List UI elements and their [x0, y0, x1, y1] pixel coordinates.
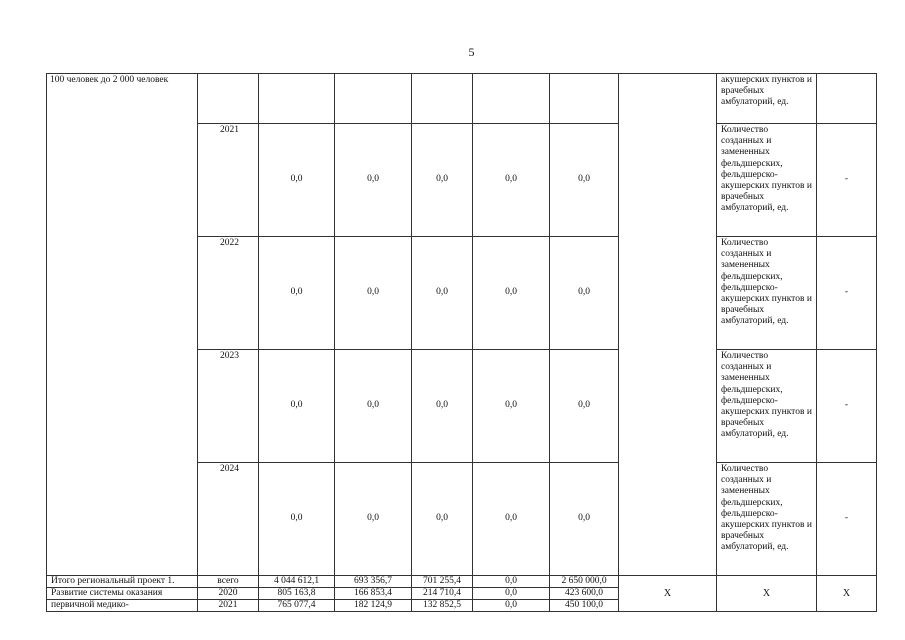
- value-cell: 0,0: [259, 463, 335, 576]
- period-cell: всего: [198, 576, 259, 588]
- value-cell: 0,0: [473, 124, 550, 237]
- value-cell: 0,0: [550, 237, 619, 350]
- value-cell: 0,0: [412, 124, 473, 237]
- total-value-cell: 805 163,8: [259, 588, 335, 600]
- indicator-value-cell: -: [817, 237, 877, 350]
- indicator-cell: Количество созданных и замененных фельдшерских, фельдшерско-акушерских пунктов и врачебных амбулаторий, ед.: [717, 463, 817, 576]
- event-name-cell: 100 человек до 2 000 человек: [47, 74, 198, 576]
- value-cell: 0,0: [473, 350, 550, 463]
- total-value-cell: 182 124,9: [335, 600, 412, 612]
- total-value-cell: 0,0: [473, 600, 550, 612]
- table-row: [47, 74, 877, 124]
- budget-table: [46, 73, 877, 612]
- year-cell: 2022: [198, 237, 259, 350]
- x-mark-cell: Х: [717, 576, 817, 612]
- total-value-cell: 0,0: [473, 576, 550, 588]
- total-value-cell: 765 077,4: [259, 600, 335, 612]
- value-cell: 0,0: [473, 237, 550, 350]
- totals-label: Развитие системы оказания: [47, 588, 198, 600]
- indicator-cell: Количество созданных и замененных фельдшерских, фельдшерско-акушерских пунктов и врачебных амбулаторий, ед.: [717, 237, 817, 350]
- total-value-cell: 2 650 000,0: [550, 576, 619, 588]
- value-cell: 0,0: [550, 124, 619, 237]
- value-cell: 0,0: [259, 124, 335, 237]
- value-cell: 0,0: [335, 237, 412, 350]
- period-cell: 2021: [198, 600, 259, 612]
- total-value-cell: 132 852,5: [412, 600, 473, 612]
- period-cell: 2020: [198, 588, 259, 600]
- indicator-value-cell: -: [817, 124, 877, 237]
- indicator-value-cell: -: [817, 350, 877, 463]
- total-value-cell: 166 853,4: [335, 588, 412, 600]
- responsible-cell: [619, 74, 717, 576]
- value-cell: 0,0: [335, 124, 412, 237]
- value-cell: 0,0: [259, 350, 335, 463]
- total-value-cell: 0,0: [473, 588, 550, 600]
- value-cell: 0,0: [259, 237, 335, 350]
- indicator-cell: Количество созданных и замененных фельдшерских, фельдшерско-акушерских пунктов и врачебных амбулаторий, ед.: [717, 350, 817, 463]
- value-cell: 0,0: [412, 463, 473, 576]
- value-cell: 0,0: [412, 237, 473, 350]
- x-mark-cell: Х: [619, 576, 717, 612]
- value-cell: 0,0: [473, 463, 550, 576]
- year-cell: 2023: [198, 350, 259, 463]
- total-value-cell: 423 600,0: [550, 588, 619, 600]
- totals-label: первичной медико-: [47, 600, 198, 612]
- indicator-cell: Количество созданных и замененных фельдшерских, фельдшерско-акушерских пунктов и врачебных амбулаторий, ед.: [717, 124, 817, 237]
- total-value-cell: 693 356,7: [335, 576, 412, 588]
- total-value-cell: 4 044 612,1: [259, 576, 335, 588]
- indicator-value-cell: -: [817, 463, 877, 576]
- year-cell: 2024: [198, 463, 259, 576]
- total-value-cell: 450 100,0: [550, 600, 619, 612]
- value-cell: 0,0: [412, 350, 473, 463]
- page-number: 5: [468, 45, 475, 59]
- year-cell: 2021: [198, 124, 259, 237]
- value-cell: 0,0: [335, 463, 412, 576]
- value-cell: 0,0: [550, 350, 619, 463]
- value-cell: 0,0: [335, 350, 412, 463]
- x-mark-cell: Х: [817, 576, 877, 612]
- totals-label: Итого региональный проект 1.: [47, 576, 198, 588]
- totals-row: [47, 576, 877, 588]
- indicator-cell: акушерских пунктов и врачебных амбулаторий, ед.: [717, 74, 817, 124]
- total-value-cell: 214 710,4: [412, 588, 473, 600]
- total-value-cell: 701 255,4: [412, 576, 473, 588]
- value-cell: 0,0: [550, 463, 619, 576]
